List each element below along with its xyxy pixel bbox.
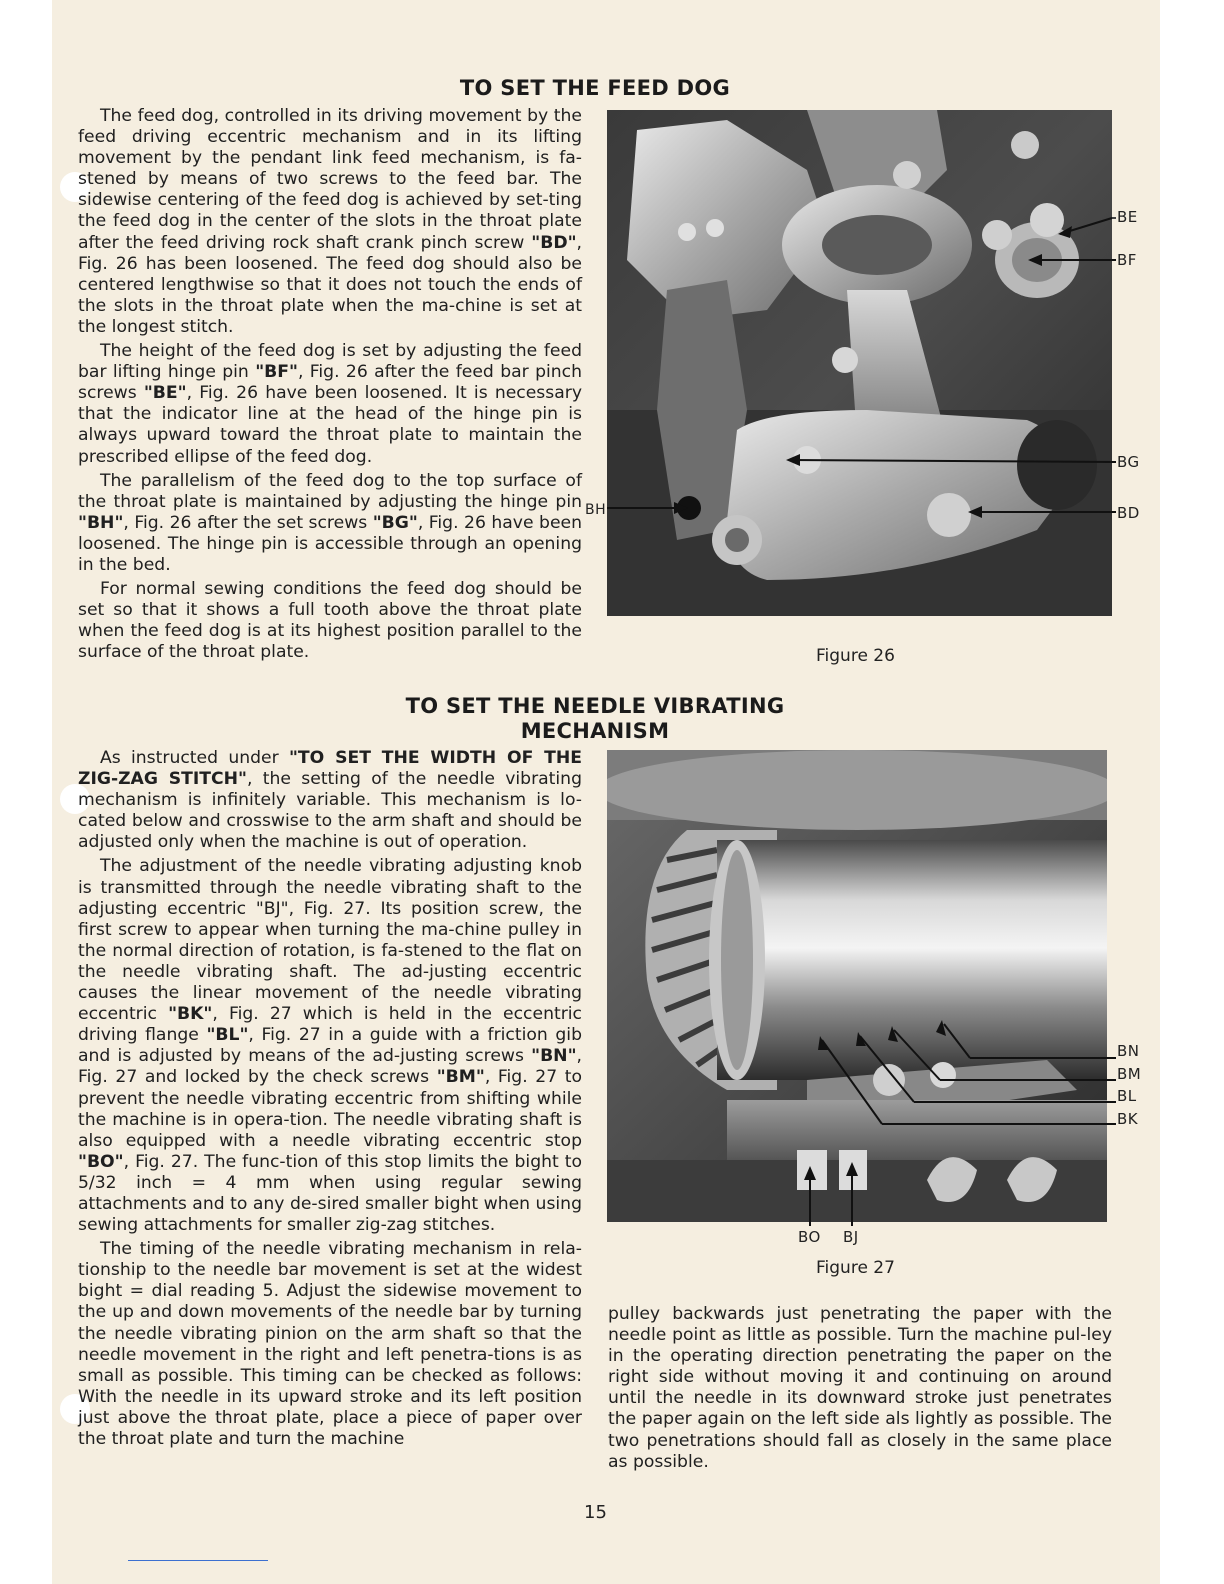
figure-26-label-bg: BG [1117, 453, 1140, 471]
figure-26-label-be: BE [1117, 208, 1138, 226]
feed-dog-text: The feed dog, controlled in its driving movement by the feed driving eccentric mechanism and in its lifting movement by the pendant link feed mechanism, is fa-stened by means of two screws to the feed bar. The sidewise centering of the feed dog is achieved by set-ting the feed dog in the center of the slots in the throat plate after the feed driving rock shaft crank pinch screw "BD", Fig. 26 has been loosened. The feed dog should also be centered lengthwise so that it does not touch the ends of the slots in the throat plate when the ma-chine is set at the longest stitch. The height of the feed dog is set by adjusting the feed bar lifting hinge pin "BF", Fig. 26 after the feed bar pinch screws "BE", Fig. 26 have been loosened. It is necessary that the indicator line at the head of the hinge pin is always upward toward the throat plate to maintain the prescribed ellipse of the feed dog. The parallelism of the feed dog to the top surface of the throat plate is maintained by adjusting the hinge pin "BH", Fig. 26 after the set screws "BG", Fig. 26 have been loosened. The hinge pin is accessible through an opening in the bed. For normal sewing conditions the feed dog should be set so that it shows a full tooth above the throat plate when the feed dog is at its highest position parallel to the surface of the throat plate. [78, 106, 583, 663]
figure-27-photo [607, 750, 1107, 1222]
figure-27-label-bk: BK [1117, 1110, 1139, 1128]
figure-26-label-bd: BD [1117, 504, 1140, 522]
figure-26-label-bf: BF [1117, 251, 1137, 269]
section-title-needle-vibrating [400, 694, 790, 744]
figure-26-label-bh: BH [585, 502, 607, 518]
scan-edge-line [128, 1560, 268, 1561]
section-title-line-2: MECHANISM [520, 719, 670, 743]
figure-27-label-bl: BL [1117, 1087, 1137, 1105]
section-title-feed-dog: TO SET THE FEED DOG [459, 76, 731, 100]
needle-vibrating-text: As instructed under "TO SET THE WIDTH OF THE ZIG-ZAG STITCH", the setting of the needle vibrating mechanism is infinitely variable. This mechanism is lo-cated below and crosswise to the arm shaft and should be adjusted only when the machine is out of operation. The adjustment of the needle vibrating adjusting knob is transmitted through the needle vibrating shaft to the adjusting eccentric "BJ", Fig. 27. Its position screw, the first screw to appear when turning the ma-chine pulley in the normal direction of rotation, is fa-stened to the flat on the needle vibrating shaft. The ad-justing eccentric causes the linear movement of the needle vibrating eccentric "BK", Fig. 27 which is held in the eccentric driving flange "BL", Fig. 27 in a guide with a friction gib and is adjusted by means of the ad-justing screws "BN", Fig. 27 and locked by the check screws "BM", Fig. 27 to prevent the needle vibrating eccentric from shifting while the machine is in opera-tion. The needle vibrating shaft is also equipped with a needle vibrating eccentric stop "BO", Fig. 27. The func-tion of this stop limits the bight to 5/32 inch = 4 mm when using regular sewing attachments and to any de-sired smaller bight when using sewing attachments for smaller zig-zag stitches. The timing of the needle vibrating mechanism in rela-tionship to the needle bar movement is set at the widest bight = dial reading 5. Adjust the sidewise movement to the up and down movements of the needle bar by turning the needle vibrating pinion on the arm shaft so that the needle movement in the right and left penetra-tions is as small as possible. This timing can be checked as follows: With the needle in its upward stroke and its left position just above the throat plate, place a piece of paper over the throat plate and turn the machine [78, 748, 583, 1449]
page-number: 15 [584, 1502, 607, 1523]
figure-27-label-bn: BN [1117, 1042, 1140, 1060]
section-title-line-1: TO SET THE NEEDLE VIBRATING [405, 694, 785, 718]
figure-26-caption: Figure 26 [816, 646, 895, 666]
needle-vibrating-continuation: pulley backwards just penetrating the paper with the needle point as little as possible. Turn the machine pul-ley in the operating direction penetrating the paper on the right side without moving it and continuing on around until the needle in its downward stroke just penetrates the paper again on the left side als lightly as possible. The two penetrations should fall as closely in the same place as possible. [608, 1304, 1112, 1472]
figure-27-label-bo: BO [798, 1228, 821, 1246]
figure-27-caption: Figure 27 [816, 1258, 895, 1278]
figure-27-label-bj: BJ [843, 1228, 859, 1246]
figure-26-photo [607, 110, 1112, 616]
figure-27-label-bm: BM [1117, 1065, 1142, 1083]
